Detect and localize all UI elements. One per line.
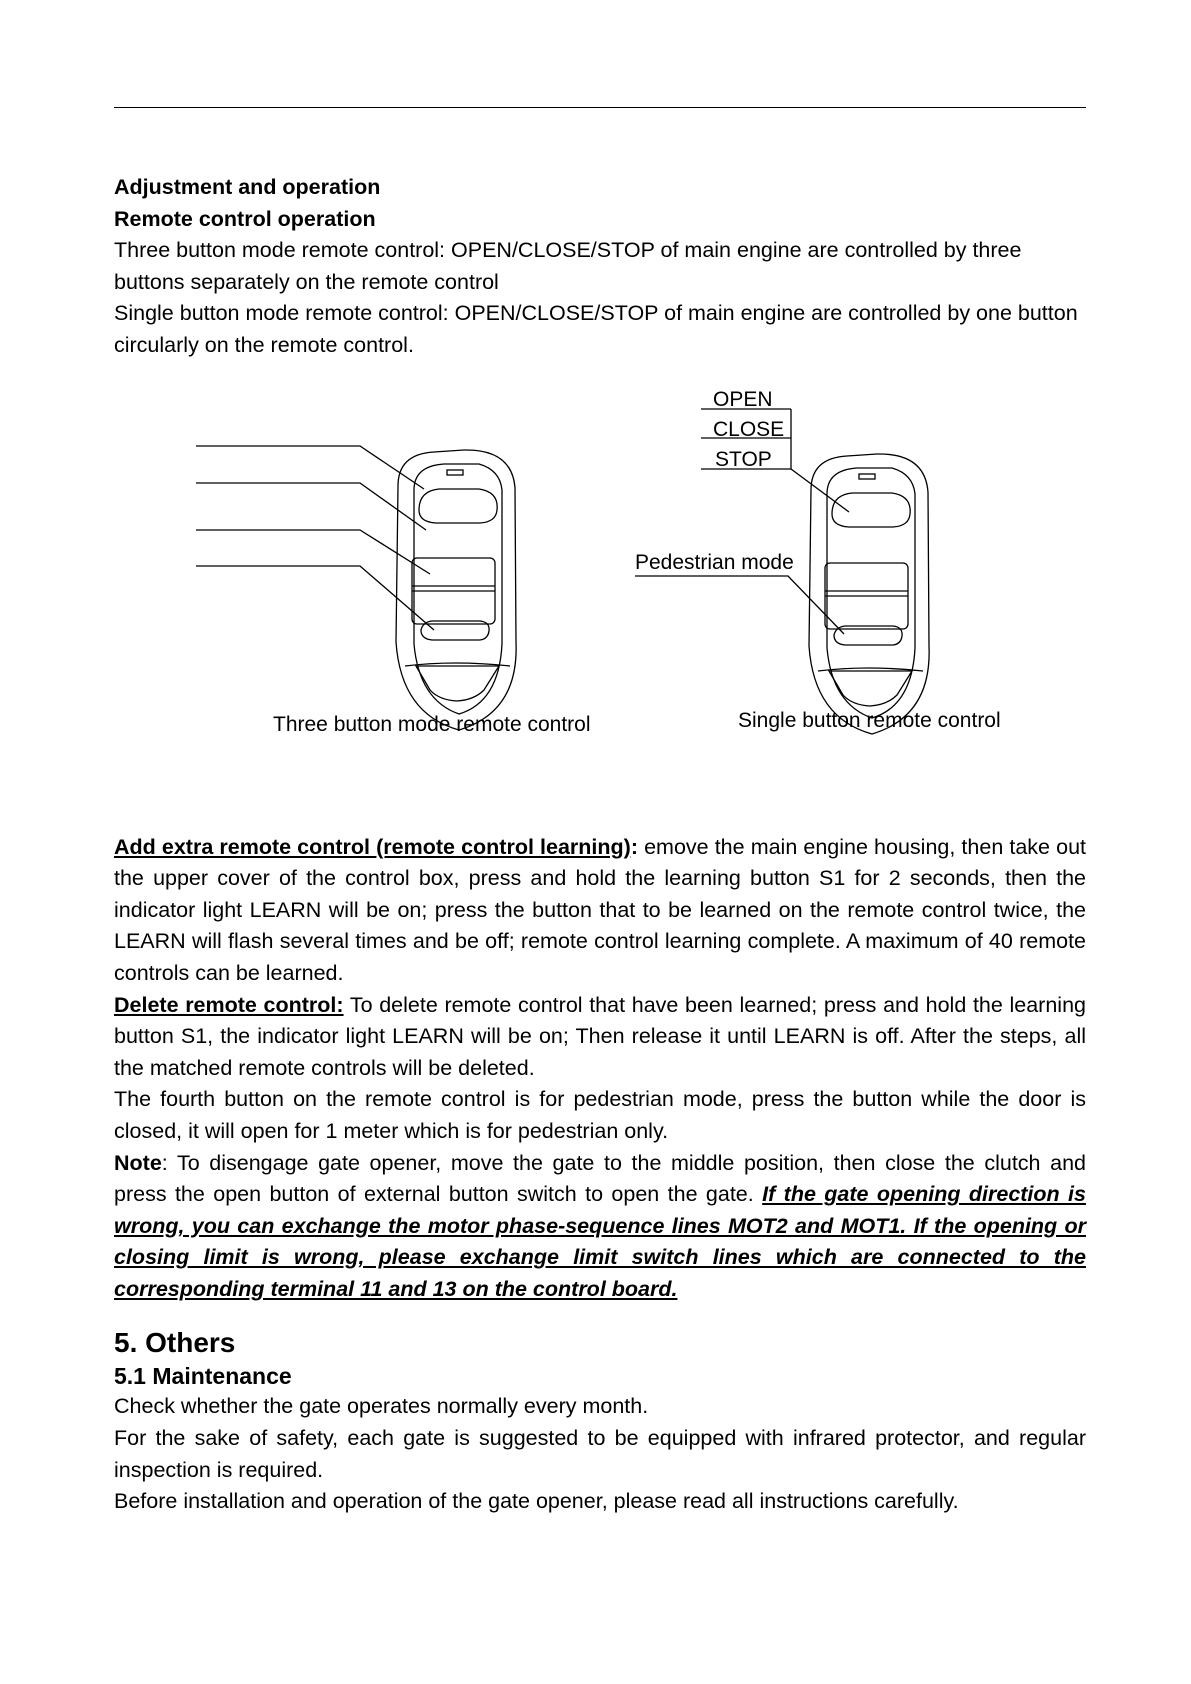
para-note bbox=[114, 1148, 1086, 1306]
note-label: Note bbox=[114, 1150, 162, 1175]
three-button-leaders bbox=[196, 446, 434, 630]
learning-colon: : bbox=[630, 834, 638, 859]
delete-title: Delete remote control: bbox=[114, 992, 344, 1017]
single-button-leaders bbox=[635, 409, 849, 634]
learning-title: Add extra remote control (remote control learning) bbox=[114, 834, 631, 859]
maintenance-line-2: For the sake of safety, each gate is suggested to be equipped with infrared protector, and regular inspection is required. bbox=[114, 1426, 1086, 1482]
section-maintenance-title: 5.1 Maintenance bbox=[114, 1363, 292, 1390]
section-others-title: 5. Others bbox=[114, 1327, 236, 1359]
heading-remote-operation: Remote control operation bbox=[114, 206, 376, 231]
remote-control-figure bbox=[114, 362, 1086, 832]
label-open: OPEN bbox=[713, 387, 773, 411]
para-three-button: Three button mode remote control: OPEN/CLOSE/STOP of main engine are controlled by three buttons separately on the remote control bbox=[114, 238, 1022, 294]
para-fourth-button: The fourth button on the remote control is for pedestrian mode, press the button while the door is closed, it will open for 1 meter which is for pedestrian only. bbox=[114, 1087, 1086, 1143]
label-stop: STOP bbox=[715, 447, 772, 471]
three-button-remote bbox=[396, 450, 516, 730]
caption-single-button: Single button remote control bbox=[738, 708, 1001, 732]
label-pedestrian-mode: Pedestrian mode bbox=[635, 550, 794, 574]
section-spacer bbox=[114, 1305, 1086, 1325]
label-close: CLOSE bbox=[713, 417, 785, 441]
note-text: : To disengage gate opener, move the gate to the middle position, then close the clutch and press the open button of external button switch to open the gate. bbox=[114, 1150, 1086, 1207]
delete-text: To delete remote control that have been learned; press and hold the learning button S1, the indicator light LEARN will be on; Then release it until LEARN is off. After the steps, all the matched remote controls will be deleted. bbox=[114, 992, 1086, 1080]
page-content bbox=[114, 172, 1086, 1518]
heading-adjustment: Adjustment and operation bbox=[114, 175, 381, 199]
para-single-button: Single button mode remote control: OPEN/CLOSE/STOP of main engine are controlled by one button circularly on the remote control. bbox=[114, 301, 1078, 357]
maintenance-line-1: Check whether the gate operates normally every month. bbox=[114, 1394, 649, 1419]
remote-drawings bbox=[114, 362, 1086, 832]
para-delete bbox=[114, 990, 1086, 1085]
caption-three-button: Three button mode remote control bbox=[273, 712, 591, 736]
maintenance-line-3: Before installation and operation of the gate opener, please read all instructions carefully. bbox=[114, 1489, 959, 1514]
learning-text: emove the main engine housing, then take out the upper cover of the control box, press and hold the learning button S1 for 2 seconds, then the indicator light LEARN will be on; press the button that to be learned on the remote control twice, the LEARN will flash several times and be off; remote control learning complete. A maximum of 40 remote controls can be learned. bbox=[114, 834, 1086, 985]
note-emphasis: If the gate opening direction is wrong, you can exchange the motor phase-sequence lines MOT2 and MOT1. If the opening or closing limit is wrong, please exchange limit switch lines which are connected to the corresponding terminal 11 and 13 on the control board. bbox=[114, 1182, 1086, 1301]
para-learning bbox=[114, 832, 1086, 990]
header-rule bbox=[114, 107, 1086, 108]
